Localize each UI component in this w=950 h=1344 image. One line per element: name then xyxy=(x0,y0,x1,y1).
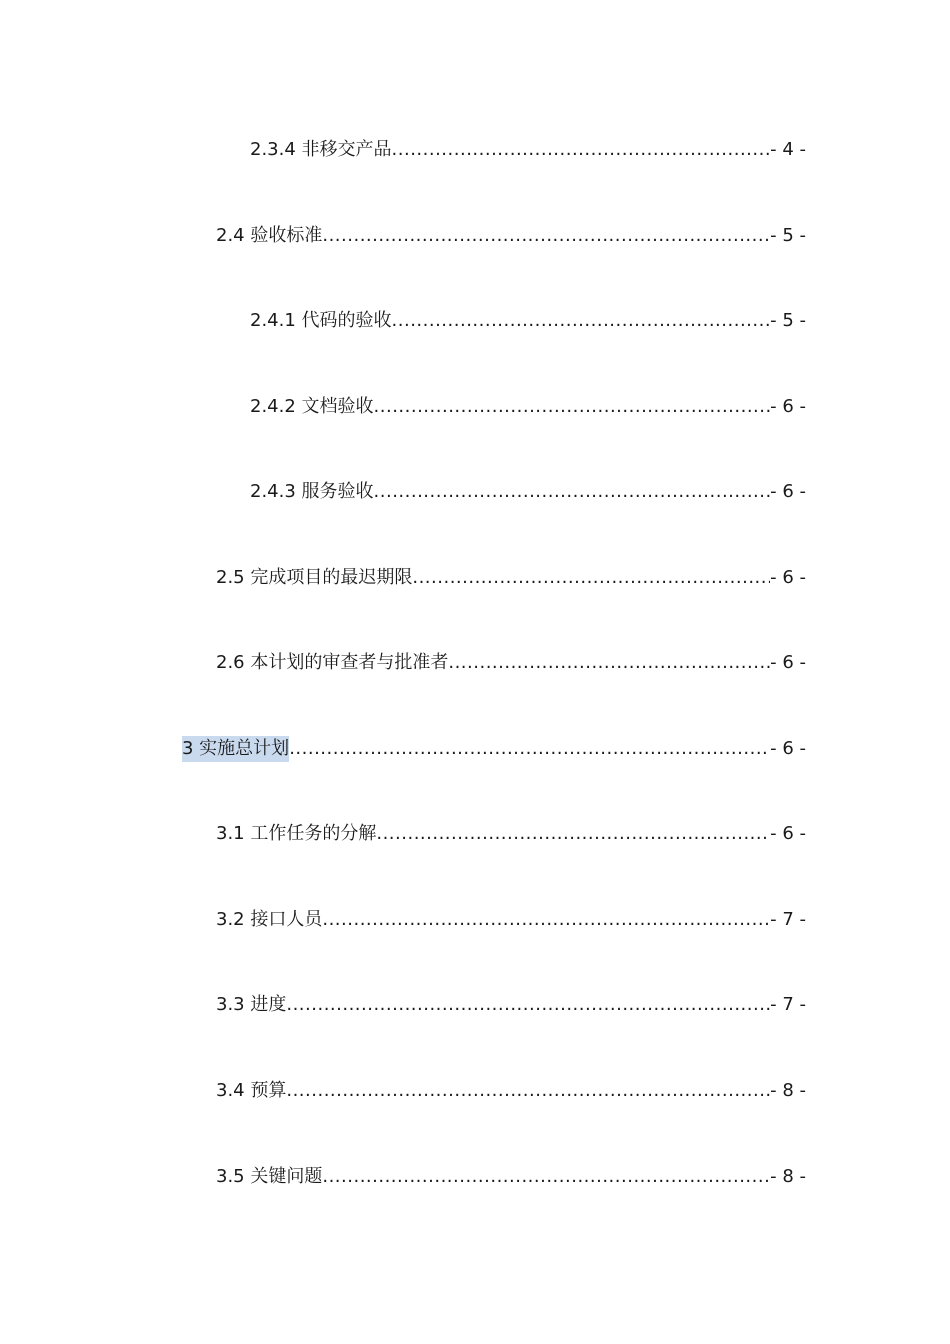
toc-entry-page: - 8 - xyxy=(770,1080,806,1101)
toc-entry-title: 2.4.2 文档验收 xyxy=(250,396,374,417)
toc-entry[interactable] xyxy=(250,394,806,420)
toc-entry-page: - 8 - xyxy=(770,1166,806,1187)
toc-entry-page: - 6 - xyxy=(770,738,806,759)
toc-entry[interactable] xyxy=(250,308,806,334)
toc-leader-dots xyxy=(286,992,770,1018)
toc-entry[interactable] xyxy=(216,821,806,847)
toc-entry-page: - 6 - xyxy=(770,567,806,588)
toc-entry-title: 3.3 进度 xyxy=(216,994,287,1015)
toc-entry-title: 2.4.1 代码的验收 xyxy=(250,310,392,331)
toc-entry-title: 2.6 本计划的审查者与批准者 xyxy=(216,652,449,673)
toc-leader-dots xyxy=(374,479,771,505)
toc-entry-page: - 7 - xyxy=(770,994,806,1015)
toc-leader-dots xyxy=(374,394,771,420)
toc-entry[interactable] xyxy=(250,137,806,163)
toc-entry-title: 2.4 验收标准 xyxy=(216,225,323,246)
toc-entry-page: - 5 - xyxy=(770,310,806,331)
toc-leader-dots xyxy=(392,308,771,334)
toc-entry-title-highlighted: 3 实施总计划 xyxy=(182,736,289,762)
toc-entry-page: - 6 - xyxy=(770,396,806,417)
toc-entry-selected[interactable] xyxy=(182,736,806,762)
toc-leader-dots xyxy=(322,907,770,933)
toc-entry-title: 3.4 预算 xyxy=(216,1080,287,1101)
toc-entry-page: - 5 - xyxy=(770,225,806,246)
toc-entry-title: 3.5 关键问题 xyxy=(216,1166,323,1187)
toc-entry-title: 2.4.3 服务验收 xyxy=(250,481,374,502)
toc-entry-title: 2.3.4 非移交产品 xyxy=(250,139,392,160)
toc-entry-page: - 7 - xyxy=(770,909,806,930)
toc-entry-title: 3.1 工作任务的分解 xyxy=(216,823,377,844)
toc-entry[interactable] xyxy=(216,1164,806,1190)
toc-leader-dots xyxy=(412,565,770,591)
toc-entry[interactable] xyxy=(216,1078,806,1104)
toc-leader-dots xyxy=(289,736,770,762)
toc-leader-dots xyxy=(322,223,770,249)
toc-entry[interactable] xyxy=(216,992,806,1018)
toc-entry-title: 3.2 接口人员 xyxy=(216,909,323,930)
toc-entry[interactable] xyxy=(216,907,806,933)
toc-leader-dots xyxy=(286,1078,770,1104)
toc-entry[interactable] xyxy=(216,650,806,676)
toc-leader-dots xyxy=(322,1164,770,1190)
toc-leader-dots xyxy=(448,650,770,676)
toc-leader-dots xyxy=(376,821,770,847)
toc-entry-page: - 6 - xyxy=(770,823,806,844)
toc-entry[interactable] xyxy=(216,223,806,249)
toc-entry-page: - 4 - xyxy=(770,139,806,160)
toc-entry-title: 2.5 完成项目的最迟期限 xyxy=(216,567,413,588)
toc-entry-page: - 6 - xyxy=(770,481,806,502)
toc-entry-page: - 6 - xyxy=(770,652,806,673)
toc-entry[interactable] xyxy=(216,565,806,591)
toc-entry[interactable] xyxy=(250,479,806,505)
toc-leader-dots xyxy=(392,137,771,163)
